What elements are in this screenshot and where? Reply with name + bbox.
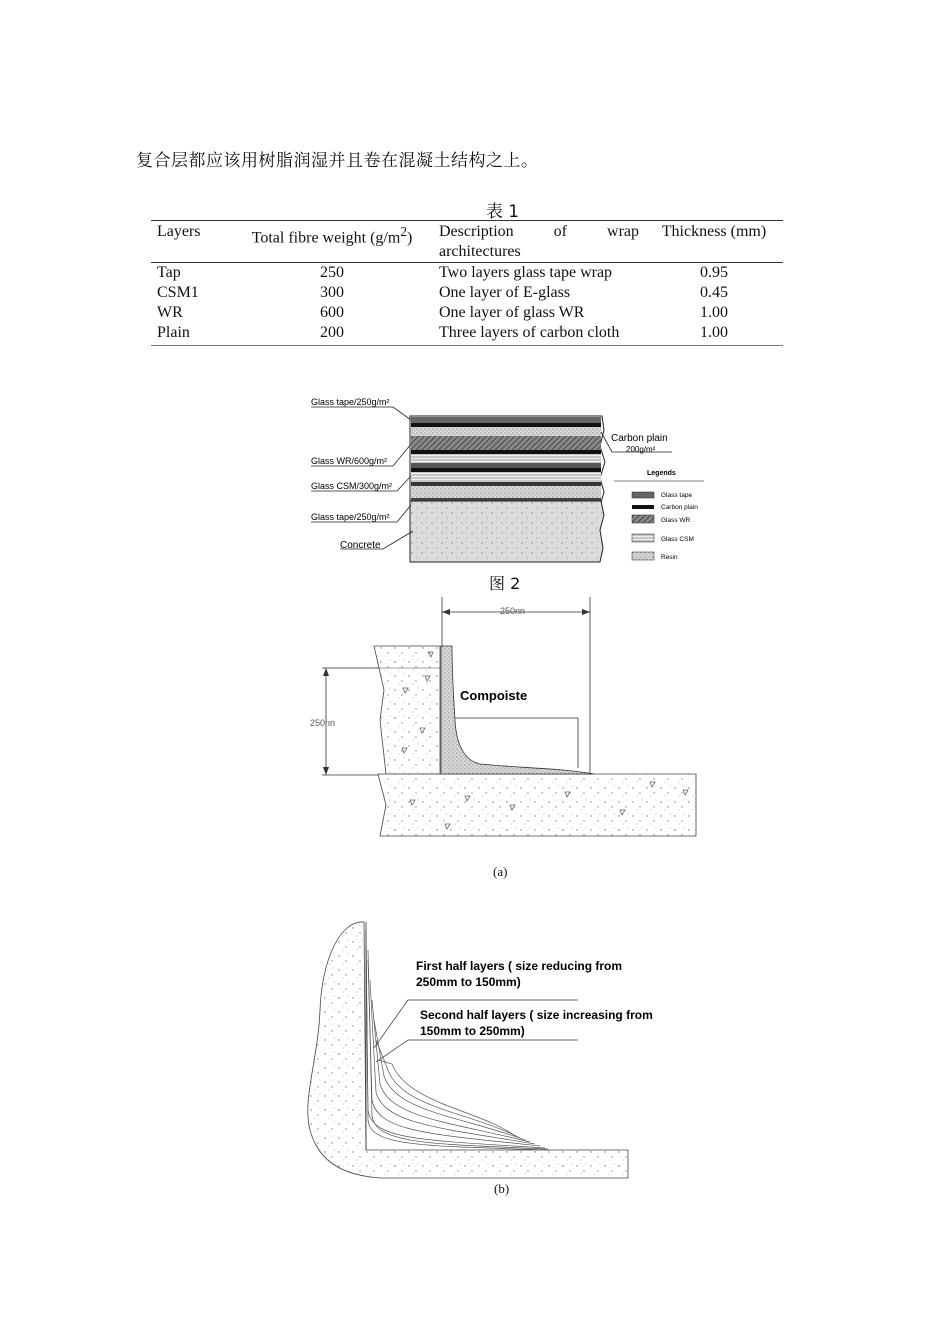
layer-carbon (411, 482, 601, 486)
legend-swatch-resin (632, 552, 654, 560)
cell-thickness: 1.00 (645, 323, 783, 346)
first-half-label-line2: 250mm to 150mm) (416, 975, 521, 989)
cell-description: Three layers of carbon cloth (433, 323, 645, 346)
intro-paragraph: 复合层都应该用树脂润湿并且卷在混凝土结构之上。 (136, 151, 539, 171)
label-glass-wr: Glass WR/600g/m² (311, 456, 388, 466)
cell-layers: Tap (157, 264, 181, 281)
header-layers: Layers (151, 221, 231, 263)
layer-carbon (411, 423, 601, 427)
figure-a-diagram (322, 597, 696, 836)
cell-description: One layer of E-glass (439, 284, 571, 301)
layer-resin (411, 427, 601, 436)
layer-resin (411, 486, 601, 498)
cell-weight: 600 (320, 304, 344, 321)
dimension-label-horizontal: 250nn (500, 606, 526, 616)
figure-b-caption: (b) (494, 1181, 510, 1196)
figure-a-caption: (a) (493, 864, 508, 879)
legend-swatch-glass-wr (632, 515, 654, 523)
cell-thickness: 0.95 (700, 264, 728, 281)
legend-label-glass-wr: Glass WR (661, 517, 691, 524)
second-half-label-line2: 150mm to 250mm) (420, 1024, 525, 1038)
concrete-substrate (410, 501, 604, 562)
second-half-label-line1: Second half layers ( size increasing from (420, 1008, 653, 1022)
label-glass-tape-top: Glass tape/250g/m² (311, 397, 390, 407)
legend-swatch-glass-csm (632, 534, 654, 542)
header-weight-sup: 2 (400, 224, 407, 239)
label-carbon-plain-weight: 200g/m² (626, 445, 656, 454)
header-description: Description of wrap architectures (433, 221, 645, 263)
label-glass-csm: Glass CSM/300g/m² (311, 481, 393, 491)
table-caption: 表 1 (485, 202, 520, 222)
cell-layers: Plain (151, 323, 231, 346)
legend-swatch-glass-tape (632, 492, 654, 498)
legend-swatch-carbon-plain (632, 505, 654, 509)
concrete-slab (378, 774, 696, 836)
legend-label-carbon-plain: Carbon plain (661, 504, 698, 511)
cell-thickness: 0.45 (700, 284, 728, 301)
layer-glass-csm (411, 472, 601, 482)
composite-fillet (441, 646, 594, 774)
label-carbon-plain: Carbon plain (611, 433, 668, 444)
header-thickness: Thickness (mm) (645, 221, 783, 263)
cell-description: One layer of glass WR (439, 304, 585, 321)
label-glass-tape-bottom: Glass tape/250g/m² (311, 512, 390, 522)
cell-weight: 200 (231, 323, 433, 346)
cell-weight: 300 (320, 284, 344, 301)
layer-carbon (411, 450, 601, 454)
header-weight-close: ) (406, 229, 413, 247)
legend-label-glass-tape: Glass tape (661, 492, 693, 499)
dimension-label-vertical: 250nn (310, 718, 336, 728)
cell-thickness: 1.00 (700, 304, 728, 321)
cell-description: Two layers glass tape wrap (439, 264, 613, 281)
figure-2-caption: 图 2 (489, 574, 521, 593)
header-weight-text: Total fibre weight (g/m (251, 229, 401, 247)
concrete-column (374, 646, 440, 774)
legend-label-resin: Resin (661, 554, 678, 561)
layer-glass-csm (411, 454, 601, 463)
label-concrete: Concrete (340, 540, 381, 551)
layer-carbon (411, 468, 601, 472)
cell-layers: CSM1 (157, 284, 199, 301)
legend-title: Legends (647, 470, 676, 477)
legend-label-glass-csm: Glass CSM (661, 536, 694, 543)
cell-weight: 250 (320, 264, 344, 281)
layer-stack (410, 416, 605, 512)
layer-glass-tape (411, 463, 601, 468)
layer-glass-tape (411, 417, 601, 423)
first-half-label-line1: First half layers ( size reducing from (416, 959, 623, 973)
cell-layers: WR (157, 304, 183, 321)
composite-label: Compoiste (460, 688, 528, 703)
layer-glass-wr (411, 436, 601, 450)
